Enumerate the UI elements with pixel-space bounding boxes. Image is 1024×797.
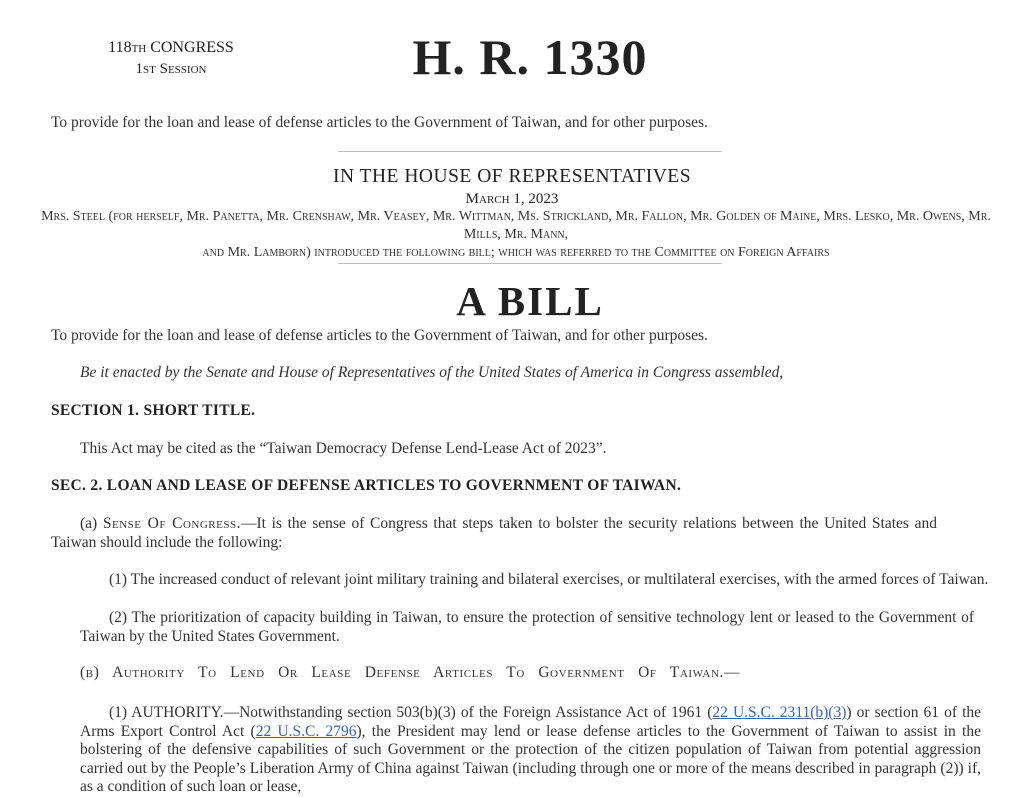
sponsors-line-2: and Mr. Lamborn) introduced the following bill; which was referred to the Committee on Foreign Affairs: [202, 245, 830, 260]
paragraph-b1-text-b: ) or section 61 of the Arms Export Control Act (: [80, 704, 981, 740]
enacting-clause: Be it enacted by the Senate and House of Representatives of the United States of America in Congress assembled,: [80, 364, 784, 381]
bill-title: A BILL: [456, 278, 604, 324]
usc-link-2311[interactable]: 22 U.S.C. 2311(b)(3): [712, 704, 847, 721]
subsection-a-label: (a): [80, 515, 98, 532]
paragraph-a2: (2) The prioritization of capacity building in Taiwan, to ensure the protection of sensitive technology lent or leased to the Government of Taiwan by the United States Government.: [80, 609, 974, 645]
paragraph-b1-text-c: ), the President may lend or lease defense articles to the Government of Taiwan to assist in the bolstering of the defensive capabilities of such Government or the protection of the citizen population of Taiwan from potential aggression carried out by the People’s Liberation Army of China against Taiwan (including through one or more of the means described in paragraph (2)) if, as a condition of such loan or lease,: [80, 722, 981, 795]
paragraph-b1: [80, 704, 981, 797]
congress-number: 118: [108, 39, 132, 56]
subsection-a-text: —It is the sense of Congress that steps taken to bolster the security relations between the United States and Taiwan should include the following:: [51, 515, 937, 551]
purpose-statement-top: To provide for the loan and lease of defense articles to the Government of Taiwan, and for other purposes.: [51, 114, 708, 131]
divider-top: [338, 151, 722, 152]
divider-bottom: [338, 263, 722, 264]
congress-ordinal: TH: [131, 43, 147, 55]
paragraph-a1: (1) The increased conduct of relevant joint military training and bilateral exercises, or multilateral exercises, with the armed forces of Taiwan.: [109, 571, 989, 588]
congress-word: CONGRESS: [150, 39, 234, 56]
usc-link-2796[interactable]: 22 U.S.C. 2796: [255, 722, 357, 740]
sponsors-block: [26, 208, 1006, 262]
congress-session-block: [100, 38, 242, 80]
section-1-heading: SECTION 1. SHORT TITLE.: [51, 402, 256, 419]
congress-label: [100, 38, 242, 59]
bill-number: H. R. 1330: [412, 29, 648, 85]
session-ordinal: ST: [143, 64, 156, 76]
section-1-text: This Act may be cited as the “Taiwan Democracy Defense Lend-Lease Act of 2023”.: [80, 440, 607, 457]
paragraph-b1-label: (1) AUTHORITY.: [109, 704, 224, 721]
house-title: IN THE HOUSE OF REPRESENTATIVES: [332, 166, 692, 187]
session-number: 1: [135, 61, 144, 77]
paragraph-b1-text-a: —Notwithstanding section 503(b)(3) of the Foreign Assistance Act of 1961 (: [223, 704, 713, 721]
introduction-date: March 1, 2023: [465, 191, 559, 207]
session-label: [100, 59, 242, 80]
sponsors-line-1: Mrs. Steel (for herself, Mr. Panetta, Mr. Crenshaw, Mr. Veasey, Mr. Wittman, Ms. Strickland, Mr. Fallon, Mr. Golden of Maine, Mrs. Lesko, Mr. Owens, Mr. Mills, Mr. Mann,: [41, 209, 991, 242]
subsection-a: [51, 515, 937, 552]
subsection-b-heading: (b) Authority To Lend Or Lease Defense Articles To Government Of Taiwan.—: [80, 664, 741, 681]
section-2-heading: SEC. 2. LOAN AND LEASE OF DEFENSE ARTICLES TO GOVERNMENT OF TAIWAN.: [51, 477, 682, 494]
subsection-a-heading: Sense Of Congress.: [102, 515, 241, 532]
session-word: Session: [159, 61, 207, 77]
purpose-statement-bill: To provide for the loan and lease of defense articles to the Government of Taiwan, and for other purposes.: [51, 327, 708, 344]
